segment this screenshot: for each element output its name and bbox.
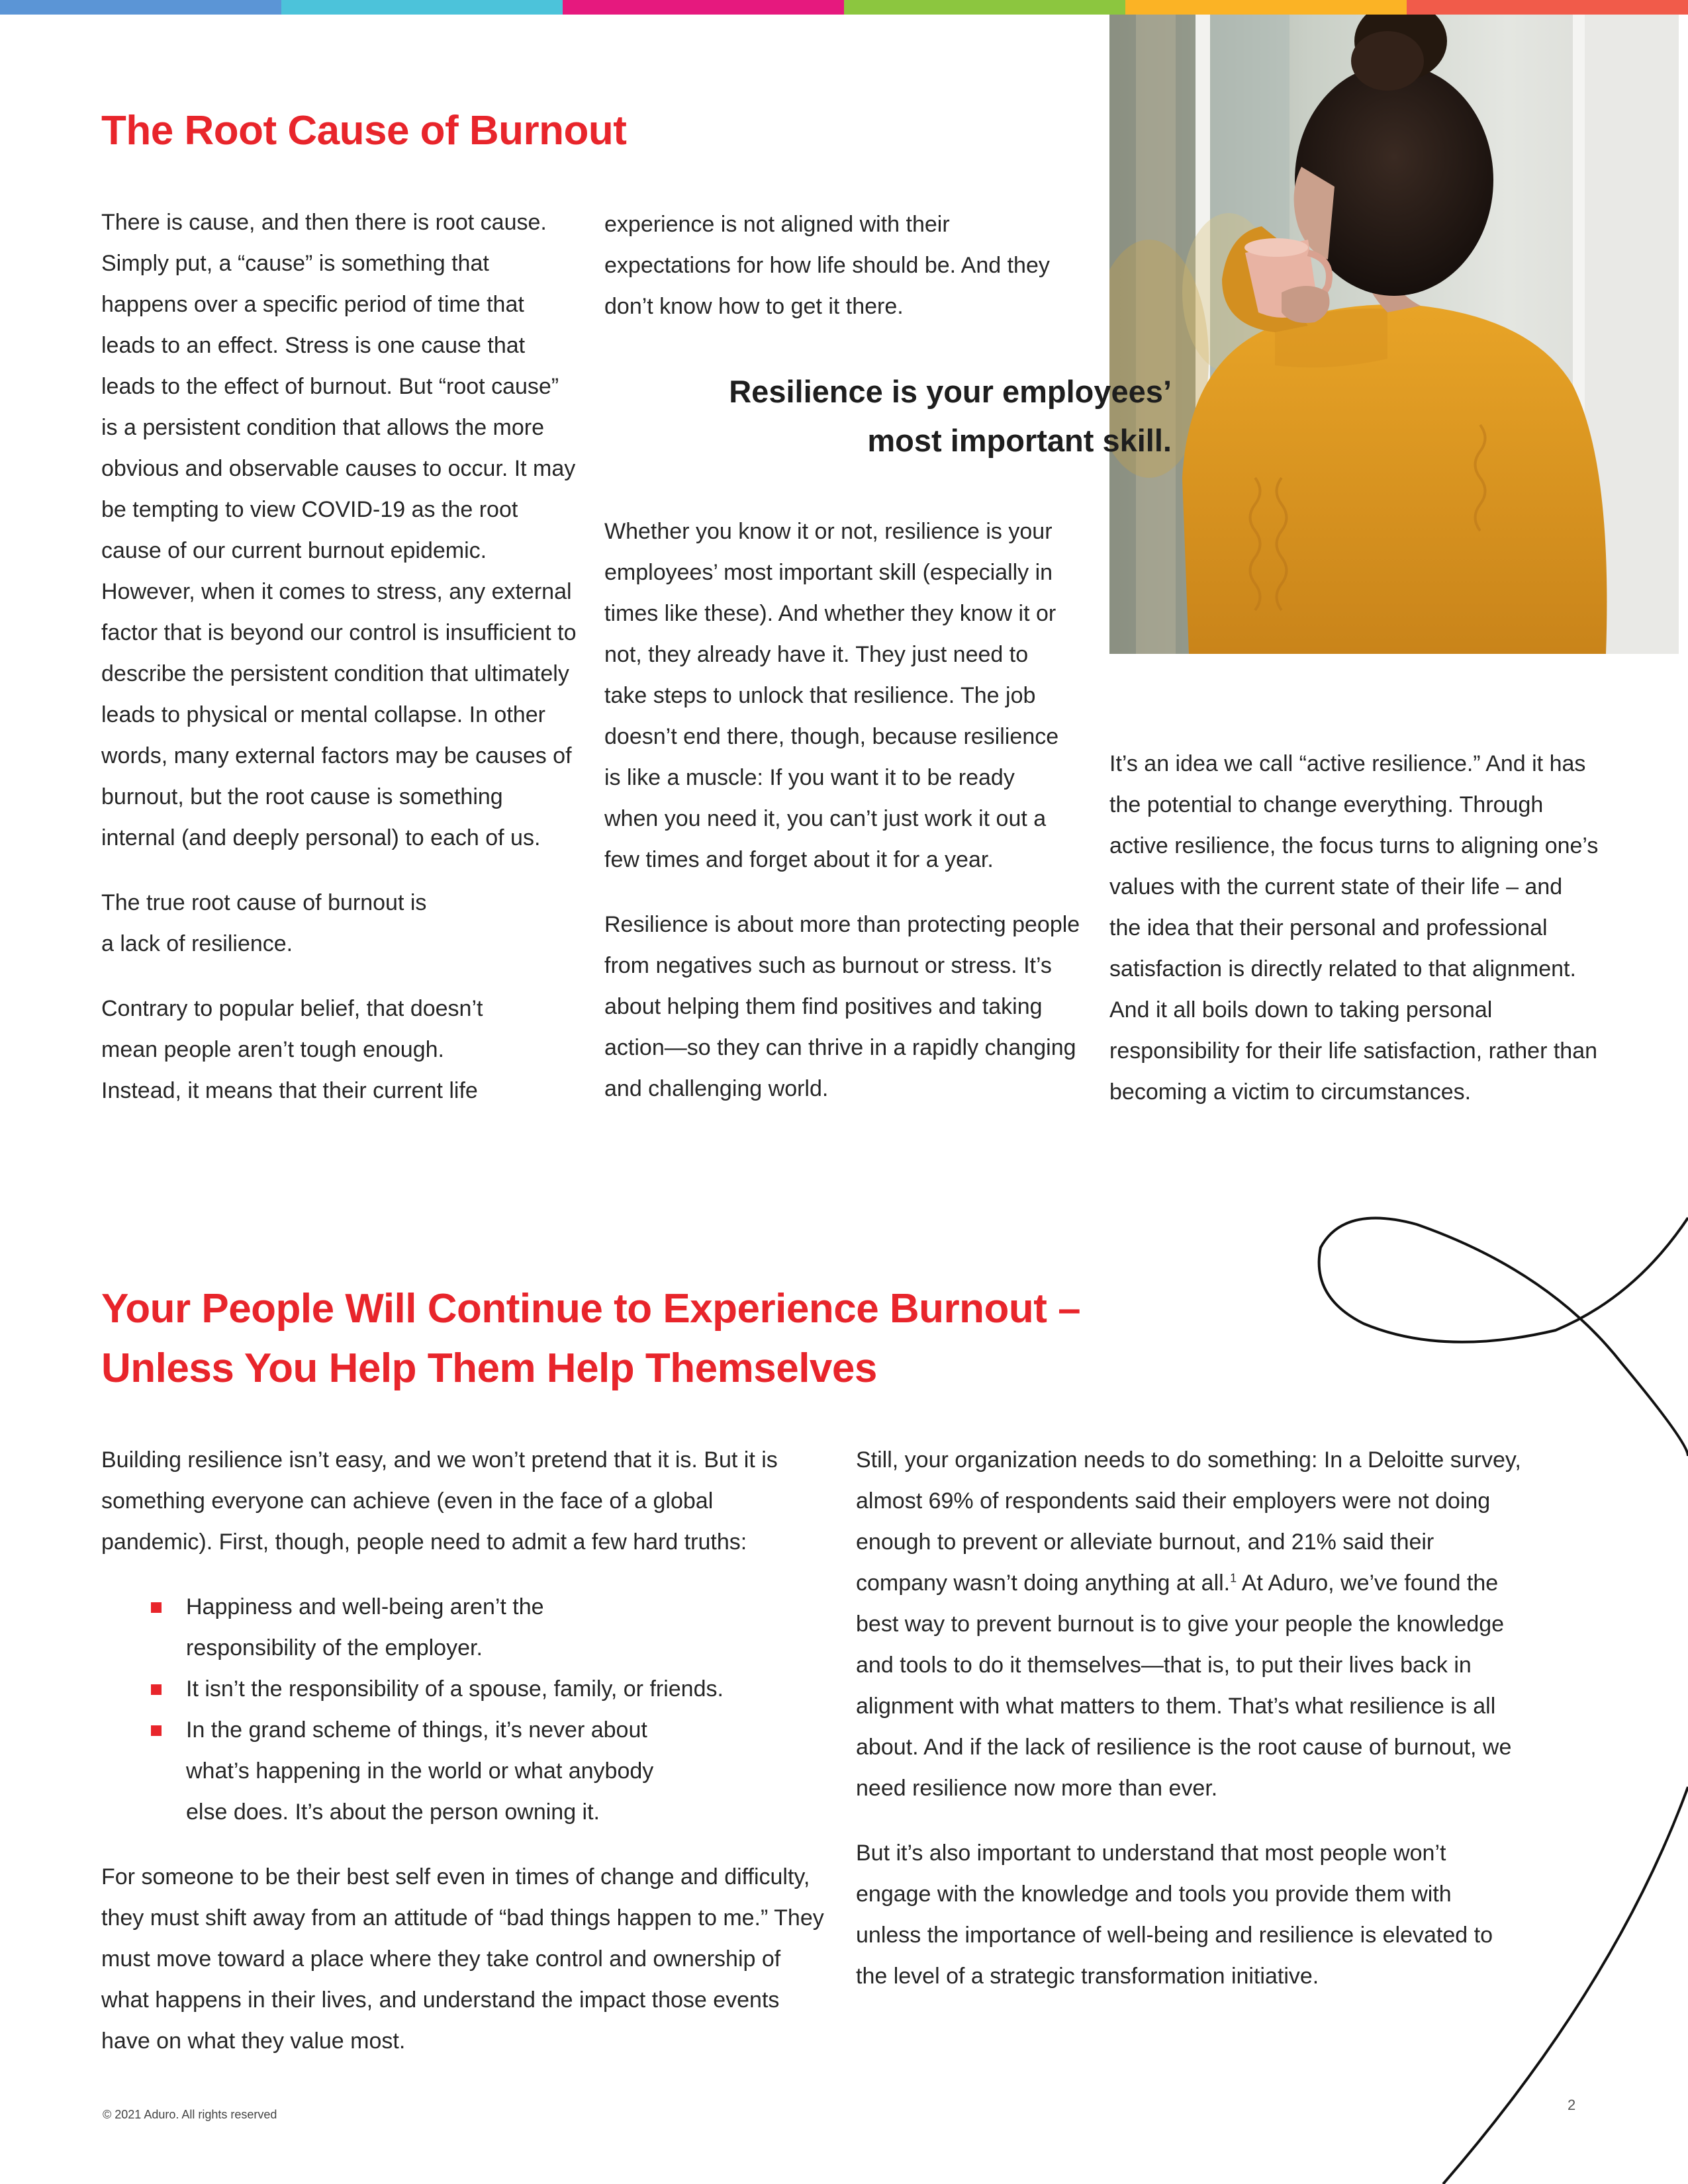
- section1-column-2-top: [604, 204, 1081, 327]
- paragraph: Building resilience isn’t easy, and we won’t pretend that it is. But it is something everyone can achieve (even in the face of a global pandemic). First, though, people need to admit a few hard truths:: [101, 1447, 778, 1555]
- paragraph: The true root cause of burnout is a lack of resilience.: [101, 890, 427, 956]
- list-item-text: Happiness and well-being aren’t the responsibility of the employer.: [186, 1594, 544, 1661]
- stripe-yellow: [1125, 0, 1407, 15]
- section-title-continue-burnout: [101, 1279, 1080, 1398]
- pull-quote: Resilience is your employees’ most important skill.: [729, 374, 1172, 458]
- paragraph: For someone to be their best self even in times of change and difficulty, they must shift away from an attitude of “bad things happen to me.” They must move toward a place where they take control and ownership of what happens in their lives, and understand the impact those events have on what they value most.: [101, 1864, 824, 2054]
- bullet-square-icon: [151, 1684, 162, 1695]
- list-item-text: It isn’t the responsibility of a spouse, family, or friends.: [186, 1676, 724, 1702]
- stripe-blue: [0, 0, 281, 15]
- copyright-footer: © 2021 Aduro. All rights reserved: [103, 2108, 277, 2121]
- woman-drinking-coffee-photo: [1109, 15, 1679, 654]
- stripe-green: [844, 0, 1125, 15]
- title-line-2: Unless You Help Them Help Themselves: [101, 1345, 877, 1391]
- list-item: [101, 1586, 596, 1668]
- list-item-text: In the grand scheme of things, it’s never about what’s happening in the world or what anybody else does. It’s about the person owning it.: [186, 1717, 654, 1825]
- list-item: [101, 1668, 848, 1709]
- bullet-square-icon: [151, 1725, 162, 1736]
- section1-column-1: [101, 202, 578, 1111]
- paragraph: experience is not aligned with their expectations for how life should be. And they don’t know how to get it there.: [604, 212, 1050, 319]
- list-item: [101, 1709, 696, 1833]
- paragraph: [856, 1439, 1531, 1809]
- paragraph-text: Still, your organization needs to do something: In a Deloitte survey, almost 69% of respondents said their employers were not doing enough to prevent or alleviate burnout, and 21% said their company wasn’t doing anything at all.: [856, 1447, 1521, 1596]
- section-title-root-cause: The Root Cause of Burnout: [101, 108, 627, 154]
- section1-column-3: [1109, 743, 1599, 1113]
- bullet-square-icon: [151, 1602, 162, 1613]
- paragraph: It’s an idea we call “active resilience.” And it has the potential to change everything. Through active resilience, the focus turns to aligning one’s values with the current state of their life – and the idea that their personal and professional satisfaction is directly related to that alignment. And it all boils down to taking personal responsibility for their life satisfaction, rather than becoming a victim to circumstances.: [1109, 751, 1599, 1105]
- stripe-magenta: [563, 0, 844, 15]
- paragraph: Resilience is about more than protecting people from negatives such as burnout or stress. It’s about helping them find positives and taking action—so they can thrive in a rapidly changing and challenging world.: [604, 912, 1080, 1101]
- paragraph: Whether you know it or not, resilience is your employees’ most important skill (especially in times like these). And whether they know it or not, they already have it. They just need to take steps to unlock that resilience. The job doesn’t end there, though, because resilience is like a muscle: If you want it to be ready when you need it, you can’t just work it out a few times and forget about it for a year.: [604, 519, 1059, 872]
- page-number: 2: [1568, 2097, 1576, 2113]
- paragraph-text: At Aduro, we’ve found the best way to prevent burnout is to give your people the knowledge and tools to do it themselves—that is, to put their lives back in alignment with what matters to them. That’s what resilience is all about. And if the lack of resilience is the root cause of burnout, we need resilience now more than ever.: [856, 1570, 1512, 1801]
- stripe-red: [1407, 0, 1688, 15]
- paragraph: There is cause, and then there is root cause. Simply put, a “cause” is something that happens over a specific period of time that leads to an effect. Stress is one cause that leads to the effect of burnout. But “root cause” is a persistent condition that allows the more obvious and observable causes to occur. It may be tempting to view COVID-19 as the root cause of our current burnout epidemic. However, when it comes to stress, any external factor that is beyond our control is insufficient to describe the persistent condition that ultimately leads to physical or mental collapse. In other words, many external factors may be causes of burnout, but the root cause is something internal (and deeply personal) to each of us.: [101, 210, 577, 850]
- section2-right-column: [856, 1439, 1558, 1997]
- section1-column-2: [604, 511, 1081, 1109]
- title-line-1: Your People Will Continue to Experience Burnout –: [101, 1286, 1081, 1332]
- hard-truths-list: [101, 1586, 829, 1833]
- section2-left-column: [101, 1439, 829, 2062]
- paragraph: But it’s also important to understand that most people won’t engage with the knowledge and tools you provide them with unless the importance of well-being and resilience is elevated to the level of a strategic transformation initiative.: [856, 1841, 1493, 1989]
- paragraph: Contrary to popular belief, that doesn’t mean people aren’t tough enough. Instead, it means that their current life: [101, 996, 483, 1103]
- footnote-marker: 1: [1230, 1571, 1237, 1585]
- stripe-cyan: [281, 0, 563, 15]
